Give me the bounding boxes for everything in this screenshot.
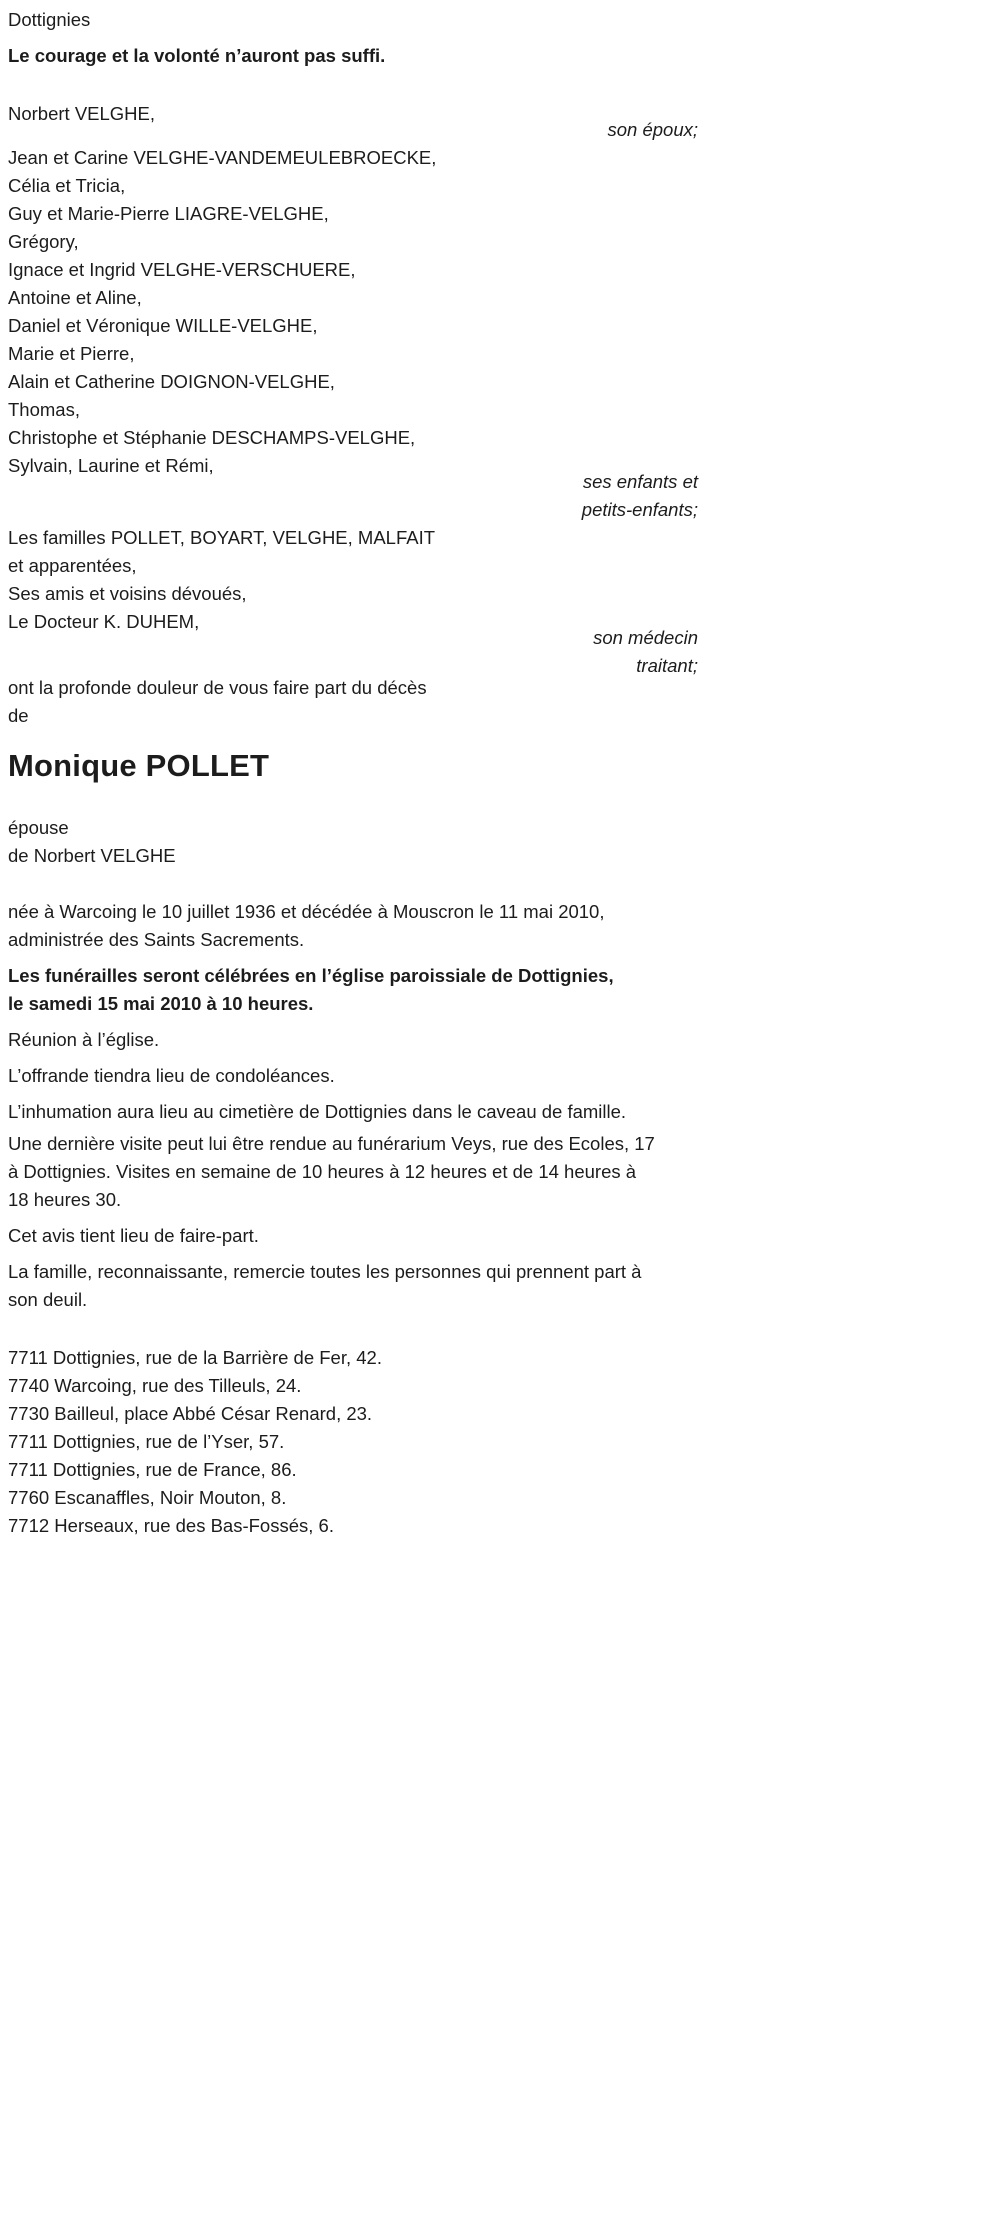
funeral-line: le samedi 15 mai 2010 à 10 heures. <box>8 993 314 1014</box>
addresses-list <box>8 1344 698 1540</box>
funeral-line: Les funérailles seront célébrées en l’église paroissiale de Dottignies, <box>8 965 614 986</box>
relation-line: traitant; <box>636 655 698 676</box>
child-line: Ignace et Ingrid VELGHE-VERSCHUERE, <box>8 259 356 280</box>
life-summary: née à Warcoing le 10 juillet 1936 et décédée à Mouscron le 11 mai 2010, administrée des Saints Sacrements. <box>8 901 605 950</box>
husband-name: Norbert VELGHE, <box>8 103 156 124</box>
child-line: Guy et Marie-Pierre LIAGRE-VELGHE, <box>8 203 329 224</box>
spouse-line: de Norbert VELGHE <box>8 845 176 866</box>
address-line: 7730 Bailleul, place Abbé César Renard, 23. <box>8 1403 373 1424</box>
spouse-of <box>8 814 698 870</box>
address-line: 7740 Warcoing, rue des Tilleuls, 24. <box>8 1375 302 1396</box>
deceased-name: Monique POLLET <box>8 748 270 783</box>
address-line: 7712 Herseaux, rue des Bas-Fossés, 6. <box>8 1515 334 1536</box>
announcement <box>8 674 698 730</box>
child-line: Marie et Pierre, <box>8 343 135 364</box>
epitaph: Le courage et la volonté n’auront pas suffi. <box>8 45 386 66</box>
child-line: Christophe et Stéphanie DESCHAMPS-VELGHE, <box>8 427 416 448</box>
faire-part-notice: Cet avis tient lieu de faire-part. <box>8 1225 259 1246</box>
child-line: Antoine et Aline, <box>8 287 142 308</box>
family-line: Les familles POLLET, BOYART, VELGHE, MALFAIT <box>8 527 436 548</box>
address-line: 7760 Escanaffles, Noir Mouton, 8. <box>8 1487 287 1508</box>
address-line: 7711 Dottignies, rue de l’Yser, 57. <box>8 1431 285 1452</box>
family-line: Le Docteur K. DUHEM, <box>8 611 200 632</box>
burial-info: L’inhumation aura lieu au cimetière de Dottignies dans le caveau de famille. <box>8 1101 627 1122</box>
child-line: Daniel et Véronique WILLE-VELGHE, <box>8 315 318 336</box>
children-list <box>8 144 698 480</box>
relation-line: son médecin <box>593 627 698 648</box>
child-line: Grégory, <box>8 231 79 252</box>
offering-info: L’offrande tiendra lieu de condoléances. <box>8 1065 335 1086</box>
thanks-message: La famille, reconnaissante, remercie toutes les personnes qui prennent part à son deuil. <box>8 1261 642 1310</box>
meeting-info: Réunion à l’église. <box>8 1029 160 1050</box>
visit-info: Une dernière visite peut lui être rendue au funérarium Veys, rue des Ecoles, 17 à Dottignies. Visites en semaine de 10 heures à 12 heures et de 14 heures à 18 heures 30. <box>8 1133 655 1210</box>
relation-line: petits-enfants; <box>581 499 698 520</box>
announcement-line: ont la profonde douleur de vous faire part du décès <box>8 677 427 698</box>
husband-relation: son époux; <box>607 119 698 140</box>
family-line: Ses amis et voisins dévoués, <box>8 583 247 604</box>
spouse-line: épouse <box>8 817 69 838</box>
child-line: Célia et Tricia, <box>8 175 126 196</box>
child-line: Sylvain, Laurine et Rémi, <box>8 455 214 476</box>
place-name: Dottignies <box>8 9 91 30</box>
family-line: et apparentées, <box>8 555 137 576</box>
families-list <box>8 524 698 636</box>
address-line: 7711 Dottignies, rue de la Barrière de Fer, 42. <box>8 1347 382 1368</box>
address-line: 7711 Dottignies, rue de France, 86. <box>8 1459 297 1480</box>
child-line: Alain et Catherine DOIGNON-VELGHE, <box>8 371 335 392</box>
child-line: Jean et Carine VELGHE-VANDEMEULEBROECKE, <box>8 147 437 168</box>
relation-line: ses enfants et <box>582 471 698 492</box>
announcement-line: de <box>8 705 29 726</box>
funeral-announcement <box>8 962 698 1018</box>
child-line: Thomas, <box>8 399 80 420</box>
